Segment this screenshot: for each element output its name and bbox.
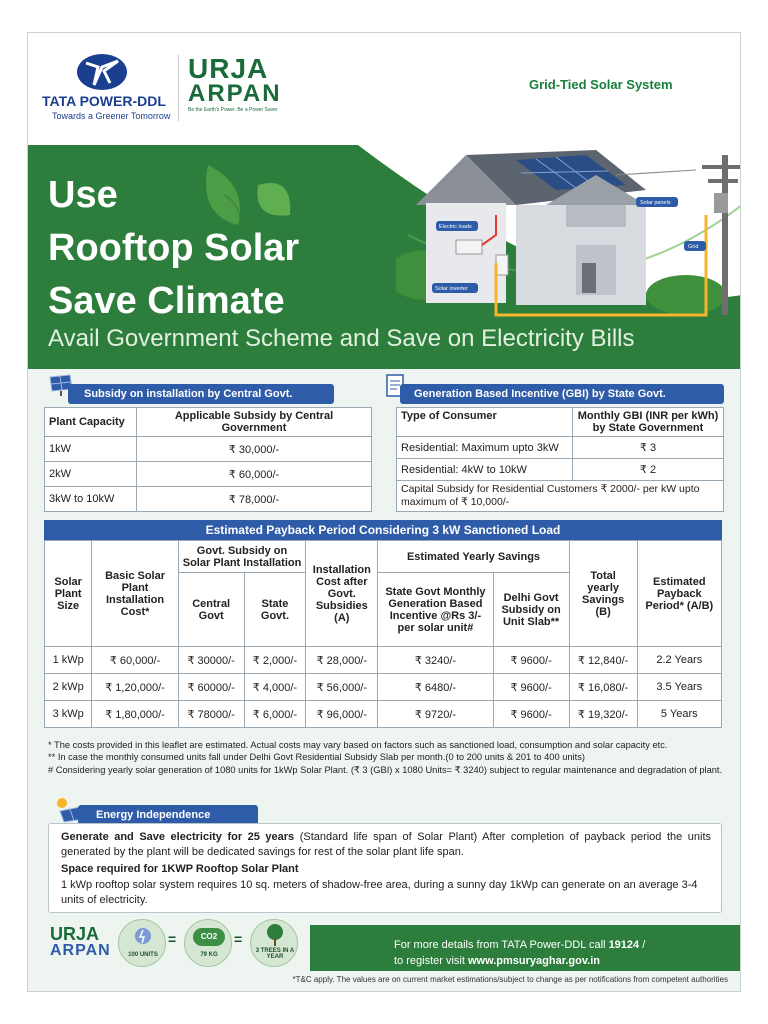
col-plant-capacity: Plant Capacity: [45, 408, 137, 437]
cell-size: 2 kWp: [45, 674, 92, 701]
terms-note: *T&C apply. The values are on current market estimations/subject to change as per notifications from competent authorities: [292, 975, 728, 984]
space-required-heading: Space required for 1KWP Rooftop Solar Plant: [61, 863, 299, 875]
energy-independence-heading: Energy Independence: [78, 805, 258, 825]
contact-line: [394, 937, 645, 953]
energy-plant-icon: [131, 926, 155, 946]
equals-sign: =: [234, 931, 243, 947]
cell-delhi: ₹ 9600/-: [493, 647, 569, 674]
tata-logo-icon: [76, 53, 128, 91]
cell-central: ₹ 60000/-: [178, 674, 244, 701]
table-header-row: [45, 408, 372, 437]
central-subsidy-table: [44, 407, 372, 512]
cell-state: ₹ 4,000/-: [244, 674, 306, 701]
col-govt-subsidy: Govt. Subsidy on Solar Plant Installation: [178, 541, 306, 573]
hero-title-line: Save Climate: [48, 280, 285, 322]
logo-divider: [178, 55, 179, 121]
table-row: [45, 462, 372, 487]
footer: [28, 915, 741, 992]
cell-central: ₹ 30000/-: [178, 647, 244, 674]
table-header-row: [397, 408, 724, 437]
cell-size: 3 kWp: [45, 701, 92, 728]
table-row: [397, 481, 724, 512]
hero-title-line: Use: [48, 174, 118, 216]
cell-capacity: 2kW: [45, 462, 137, 487]
col-central-govt: Central Govt: [178, 573, 244, 647]
urja-word: URJA: [50, 924, 100, 944]
cell-capacity: 1kW: [45, 437, 137, 462]
table-row: [45, 647, 722, 674]
cell-delhi: ₹ 9600/-: [493, 674, 569, 701]
col-total-savings: Total yearly Savings (B): [569, 541, 637, 647]
cell-cost: ₹ 60,000/-: [92, 647, 178, 674]
footnote: * The costs provided in this leaflet are estimated. Actual costs may vary based on factors such as sanctioned load, consumption and solar capacity etc.: [48, 740, 668, 750]
capital-subsidy-note: Capital Subsidy for Residential Customers ₹ 2000/- per kW upto maximum of ₹ 10,000/-: [397, 481, 724, 512]
trees-label: 3 TREES IN A YEAR: [255, 948, 295, 960]
register-prefix: to register visit: [394, 955, 468, 967]
co2-circle: [184, 919, 232, 967]
hero-subtitle: Avail Government Scheme and Save on Electricity Bills: [48, 325, 635, 352]
col-delhi-subsidy: Delhi Govt Subsidy on Unit Slab**: [493, 573, 569, 647]
urja-word: URJA: [188, 53, 269, 84]
system-label: Grid-Tied Solar System: [529, 77, 673, 92]
cell-cost: ₹ 1,80,000/-: [92, 701, 178, 728]
cell-size: 1 kWp: [45, 647, 92, 674]
cell-gbi: ₹ 2: [573, 459, 724, 481]
cell-generation: ₹ 6480/-: [378, 674, 493, 701]
table-row: [45, 674, 722, 701]
tata-tagline: Towards a Greener Tomorrow: [52, 111, 171, 121]
label-grid: Grid: [688, 244, 699, 250]
cell-after: ₹ 28,000/-: [306, 647, 378, 674]
register-line: [394, 953, 645, 969]
table-row: [397, 459, 724, 481]
col-type-of-consumer: Type of Consumer: [397, 408, 573, 437]
table-row: [397, 437, 724, 459]
trees-circle: [250, 919, 298, 967]
col-cost-after-subsidy: Installation Cost after Govt. Subsidies (A): [306, 541, 378, 647]
leaflet: [27, 32, 741, 992]
cell-after: ₹ 56,000/-: [306, 674, 378, 701]
hero-title-line: Rooftop Solar: [48, 227, 300, 269]
cell-after: ₹ 96,000/-: [306, 701, 378, 728]
urja-arpan-logo: [188, 55, 282, 113]
central-subsidy-heading: Subsidy on installation by Central Govt.: [68, 384, 334, 404]
col-state-generation-incentive: State Govt Monthly Generation Based Incentive @Rs 3/- per solar unit#: [378, 573, 493, 647]
cell-gbi: ₹ 3: [573, 437, 724, 459]
space-required-text: 1 kWp rooftop solar system requires 10 sq. meters of shadow-free area, during a sunny day 1kWp can generate on an average 3-4 units of electricity.: [61, 879, 698, 906]
payback-table: [44, 540, 722, 728]
col-installation-cost: Basic Solar Plant Installation Cost*: [92, 541, 178, 647]
cell-total: ₹ 16,080/-: [569, 674, 637, 701]
equals-sign: =: [168, 931, 177, 947]
co2-cloud-icon: CO2: [193, 928, 225, 946]
payback-heading: Estimated Payback Period Considering 3 kW Sanctioned Load: [44, 520, 722, 540]
register-url-link[interactable]: www.pmsuryaghar.gov.in: [467, 955, 600, 967]
cell-cost: ₹ 1,20,000/-: [92, 674, 178, 701]
helpline-number: 19124: [608, 939, 640, 951]
tata-power-name: TATA POWER-DDL: [42, 93, 166, 109]
units-label: 100 UNITS: [128, 952, 158, 958]
cell-consumer-type: Residential: Maximum upto 3kW: [397, 437, 573, 459]
cell-period: 2.2 Years: [637, 647, 721, 674]
cell-period: 5 Years: [637, 701, 721, 728]
footnotes: [48, 739, 728, 776]
col-state-govt: State Govt.: [244, 573, 306, 647]
hero-banner: [28, 145, 741, 369]
col-applicable-subsidy: Applicable Subsidy by Central Government: [137, 408, 372, 437]
arpan-word: ARPAN: [188, 80, 282, 107]
cell-delhi: ₹ 9600/-: [493, 701, 569, 728]
label-solar-inverter: Solar inverter: [435, 286, 468, 292]
label-solar-panels: Solar panels: [640, 200, 671, 206]
solar-house-illustration: [396, 145, 741, 325]
footnote: ** In case the monthly consumed units fall under Delhi Govt Residential Subsidy Slab per month.(0 to 200 units & 201 to 400 units): [48, 752, 585, 763]
cell-subsidy: ₹ 78,000/-: [137, 487, 372, 512]
contact-text: [394, 937, 645, 969]
arpan-word: ARPAN: [50, 942, 111, 959]
energy-text: (Standard life span of Solar Plant) After completion of payback period the units generated by the plant will be dedicated savings for rest of the solar plant life span.: [61, 831, 712, 858]
footnote: # Considering yearly solar generation of 1080 units for 1kWp Solar Plant. (₹ 3 (GBI) x 1080 Units= ₹ 3240) subject to regular maintenance and degradation of plant.: [48, 764, 723, 775]
energy-independence-box: [48, 823, 722, 913]
units-circle: [118, 919, 166, 967]
cell-state: ₹ 2,000/-: [244, 647, 306, 674]
cell-total: ₹ 19,320/-: [569, 701, 637, 728]
cell-subsidy: ₹ 60,000/-: [137, 462, 372, 487]
urja-tagline: Be the Earth's Power. Be a Power Saver: [188, 107, 278, 113]
co2-kg-label: 79 KG: [200, 952, 218, 958]
cell-generation: ₹ 3240/-: [378, 647, 493, 674]
tree-icon: [263, 923, 287, 947]
contact-suffix: /: [639, 939, 646, 951]
gbi-heading: Generation Based Incentive (GBI) by State Govt.: [400, 384, 724, 404]
col-payback-period: Estimated Payback Period* (A/B): [637, 541, 721, 647]
col-monthly-gbi: Monthly GBI (INR per kWh) by State Government: [573, 408, 724, 437]
cell-capacity: 3kW to 10kW: [45, 487, 137, 512]
urja-arpan-footer-logo: [50, 925, 111, 959]
cell-central: ₹ 78000/-: [178, 701, 244, 728]
cell-total: ₹ 12,840/-: [569, 647, 637, 674]
cell-period: 3.5 Years: [637, 674, 721, 701]
header: [28, 33, 741, 145]
label-electric-loads: Electric loads: [439, 224, 472, 230]
table-header-row: [45, 541, 722, 573]
cell-state: ₹ 6,000/-: [244, 701, 306, 728]
cell-subsidy: ₹ 30,000/-: [137, 437, 372, 462]
col-plant-size: Solar Plant Size: [45, 541, 92, 647]
table-row: [45, 437, 372, 462]
contact-prefix: For more details from TATA Power-DDL call: [394, 939, 609, 951]
hero-title: [48, 169, 299, 328]
col-yearly-savings: Estimated Yearly Savings: [378, 541, 569, 573]
energy-bold-text: Generate and Save electricity for 25 years: [61, 831, 295, 843]
table-row: [45, 701, 722, 728]
table-row: [45, 487, 372, 512]
energy-paragraph: [61, 830, 711, 860]
cell-generation: ₹ 9720/-: [378, 701, 493, 728]
cell-consumer-type: Residential: 4kW to 10kW: [397, 459, 573, 481]
gbi-table: [396, 407, 724, 512]
